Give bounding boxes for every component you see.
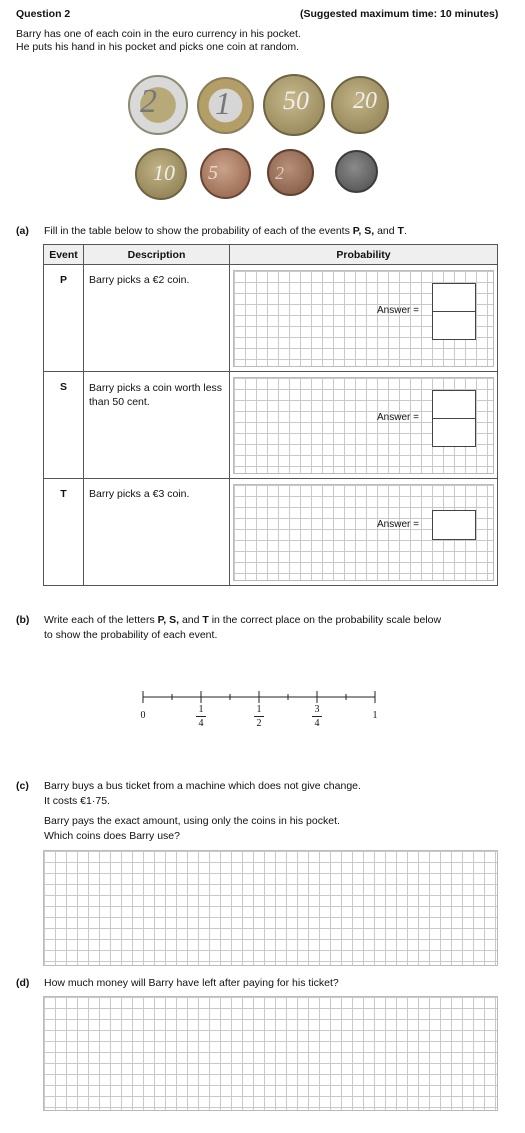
scale-fraction-quarter-denominator: 4 [198, 718, 204, 729]
event-cell: S [44, 372, 84, 479]
coin-20-cent [331, 76, 389, 134]
description-cell: Barry picks a coin worth less than 50 cent. [84, 372, 230, 479]
part-d-label: (d) [16, 977, 30, 989]
coin-2-cent [267, 149, 314, 196]
fraction-line [433, 418, 475, 419]
part-d-line-1: How much money will Barry have left after paying for his ticket? [44, 977, 339, 989]
scale-fraction-quarter-numerator: 1 [198, 704, 204, 715]
probability-scale[interactable] [135, 685, 385, 705]
scale-fraction-bar [312, 716, 322, 717]
part-c-line-3: Barry pays the exact amount, using only the coins in his pocket. [44, 815, 340, 827]
part-c-label: (c) [16, 780, 29, 792]
part-c-line-1: Barry buys a bus ticket from a machine which does not give change. [44, 780, 361, 792]
coin-value: 50 [283, 86, 309, 115]
part-b-instruction-line-2: to show the probability of each event. [44, 629, 218, 641]
answer-label-t: Answer = [377, 519, 419, 530]
coin-value: 2 [140, 83, 157, 120]
part-b-label: (b) [16, 614, 30, 626]
part-a-text-end: . [403, 225, 407, 237]
scale-fraction-bar [254, 716, 264, 717]
part-a-letter-t: T [397, 225, 404, 237]
answer-box-s[interactable] [432, 390, 476, 447]
coin-50-cent [263, 74, 325, 136]
part-b-letter-t: T [202, 614, 209, 626]
event-cell: P [44, 265, 84, 372]
coin-value: 5 [208, 162, 218, 184]
description-cell: Barry picks a €3 coin. [84, 479, 230, 586]
part-b-letters: P, S, [157, 614, 182, 626]
working-grid-d[interactable] [43, 996, 498, 1111]
coin-value: 1 [215, 85, 231, 121]
part-a-instruction [44, 225, 407, 237]
part-b-text-and: and [181, 614, 203, 626]
part-a-text: Fill in the table below to show the probability of each of the events [44, 225, 353, 237]
euro-coins-image [125, 72, 385, 197]
answer-label-s: Answer = [377, 412, 419, 423]
scale-fraction-three-quarters-denominator: 4 [314, 718, 320, 729]
question-title: Question 2 [16, 8, 71, 20]
coin-2-euro [128, 75, 188, 135]
scale-fraction-half-numerator: 1 [256, 704, 262, 715]
description-cell: Barry picks a €2 coin. [84, 265, 230, 372]
intro-line-1: Barry has one of each coin in the euro currency in his pocket. [16, 28, 301, 40]
coin-value: 10 [153, 160, 175, 185]
event-cell: T [44, 479, 84, 586]
answer-box-t[interactable] [432, 510, 476, 540]
coin-1-euro [197, 77, 254, 134]
scale-fraction-bar [196, 716, 206, 717]
answer-label-p: Answer = [377, 305, 419, 316]
header-probability: Probability [230, 245, 498, 265]
part-a-text-and: and [377, 225, 398, 237]
table-header-row [44, 245, 498, 265]
part-a-letters: P, S, [352, 225, 378, 237]
coin-10-cent [135, 148, 187, 200]
part-b-text-end: in the correct place on the probability scale below [208, 614, 442, 626]
intro-line-2: He puts his hand in his pocket and picks one coin at random. [16, 41, 300, 53]
fraction-line [433, 311, 475, 312]
working-grid-c[interactable] [43, 850, 498, 966]
header-event: Event [44, 245, 84, 265]
scale-label-one: 1 [372, 710, 378, 721]
part-b-text: Write each of the letters [44, 614, 158, 626]
suggested-time: (Suggested maximum time: 10 minutes) [300, 8, 499, 20]
header-description: Description [84, 245, 230, 265]
coin-value: 20 [353, 88, 377, 114]
answer-box-p[interactable] [432, 283, 476, 340]
coin-5-cent [200, 148, 251, 199]
part-b-instruction-line-1 [44, 614, 441, 626]
coin-1-cent [335, 150, 378, 193]
coin-value: 2 [275, 163, 284, 183]
part-c-line-4: Which coins does Barry use? [44, 830, 180, 842]
scale-label-zero: 0 [140, 710, 146, 721]
scale-fraction-three-quarters-numerator: 3 [314, 704, 320, 715]
part-a-label: (a) [16, 225, 29, 237]
part-c-line-2: It costs €1·75. [44, 795, 110, 807]
scale-fraction-half-denominator: 2 [256, 718, 262, 729]
